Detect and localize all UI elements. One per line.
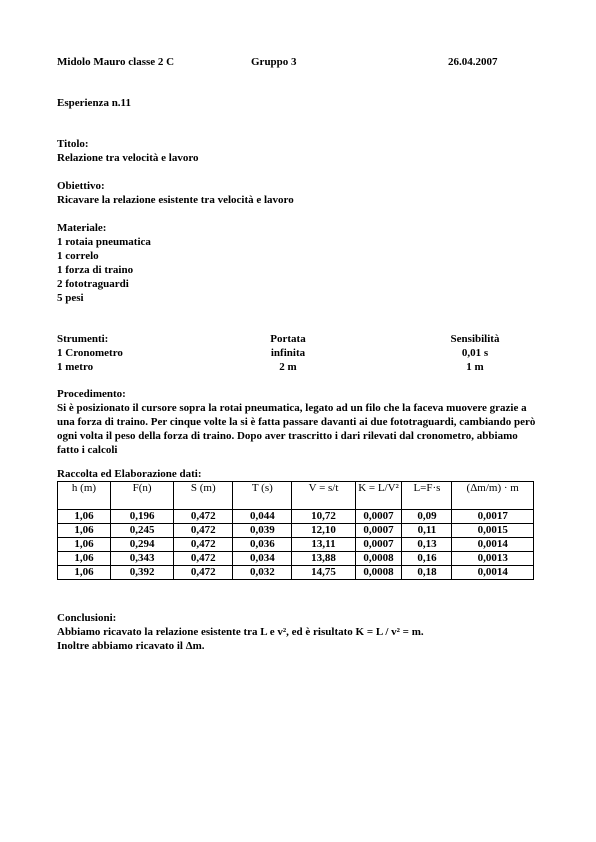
instrument-sensitivity: 0,01 s <box>461 347 489 359</box>
table-cell: 0,18 <box>402 566 452 580</box>
objective-text: Ricavare la relazione esistente tra velocità e lavoro <box>57 194 294 206</box>
table-cell: 0,0007 <box>355 510 402 524</box>
table-cell: 0,036 <box>233 538 292 552</box>
table-cell: 0,16 <box>402 552 452 566</box>
procedure-label: Procedimento: <box>57 388 126 400</box>
table-cell: 0,472 <box>174 566 233 580</box>
table-cell: 0,0007 <box>355 538 402 552</box>
table-cell: 0,0014 <box>452 538 534 552</box>
title-section <box>57 137 199 165</box>
column-header: (Δm/m) · m <box>452 482 534 510</box>
table-cell: 0,09 <box>402 510 452 524</box>
table-cell: 0,343 <box>111 552 174 566</box>
table-cell: 0,0008 <box>355 552 402 566</box>
range-header: Portata <box>270 333 306 345</box>
table-cell: 0,0008 <box>355 566 402 580</box>
table-cell: 0,392 <box>111 566 174 580</box>
table-row <box>58 510 534 524</box>
material-item: 1 rotaia pneumatica <box>57 236 151 248</box>
column-header: T (s) <box>233 482 292 510</box>
experiment-number: Esperienza n.11 <box>57 97 131 109</box>
table-row <box>58 524 534 538</box>
table-cell: 1,06 <box>58 524 111 538</box>
table-cell: 0,039 <box>233 524 292 538</box>
table-cell: 0,472 <box>174 538 233 552</box>
conclusions-section <box>57 611 424 653</box>
material-item: 2 fototraguardi <box>57 278 129 290</box>
instrument-sensitivity: 1 m <box>466 361 484 373</box>
table-cell: 0,11 <box>402 524 452 538</box>
conclusion-line: Inoltre abbiamo ricavato il Δm. <box>57 640 205 652</box>
conclusions-label: Conclusioni: <box>57 612 117 624</box>
table-row <box>58 538 534 552</box>
table-cell: 0,044 <box>233 510 292 524</box>
column-header: F(n) <box>111 482 174 510</box>
table-cell: 13,88 <box>292 552 355 566</box>
instrument-name: 1 Cronometro <box>57 347 123 359</box>
instrument-name: 1 metro <box>57 361 94 373</box>
table-cell: 1,06 <box>58 510 111 524</box>
author-line: Midolo Mauro classe 2 C <box>57 56 175 68</box>
group-label: Gruppo 3 <box>251 56 297 68</box>
column-header: h (m) <box>58 482 111 510</box>
column-header: K = L/V² <box>355 482 402 510</box>
objective-label: Obiettivo: <box>57 180 105 192</box>
table-cell: 0,0007 <box>355 524 402 538</box>
table-cell: 0,034 <box>233 552 292 566</box>
table-row <box>58 566 534 580</box>
table-cell: 0,0013 <box>452 552 534 566</box>
data-table <box>57 481 534 580</box>
instruments-header: Strumenti: <box>57 333 109 345</box>
material-item: 1 correlo <box>57 250 99 262</box>
table-cell: 0,196 <box>111 510 174 524</box>
table-cell: 1,06 <box>58 552 111 566</box>
instrument-range: infinita <box>270 347 306 359</box>
column-header: V = s/t <box>292 482 355 510</box>
conclusion-line: Abbiamo ricavato la relazione esistente tra L e v², ed è risultato K = L / v² = m. <box>57 626 424 638</box>
procedure-text: Si è posizionato il cursore sopra la rotai pneumatica, legato ad un filo che la faceva muovere grazie a una forza di traino. Per cinque volte la si è fatta passare davanti ai due fototraguardi, cambiando però ogni volta il peso della forza di traino. Dopo aver trascritto i dari rilevati dal cronometro, abbiamo fatto i calcoli <box>57 402 536 456</box>
objective-section <box>57 179 294 207</box>
table-cell: 1,06 <box>58 538 111 552</box>
table-row <box>58 552 534 566</box>
table-cell: 0,472 <box>174 552 233 566</box>
table-cell: 0,0017 <box>452 510 534 524</box>
table-cell: 0,472 <box>174 510 233 524</box>
material-item: 1 forza di traino <box>57 264 134 276</box>
table-cell: 0,0015 <box>452 524 534 538</box>
table-cell: 0,13 <box>402 538 452 552</box>
table-cell: 0,0014 <box>452 566 534 580</box>
instrument-range: 2 m <box>279 361 297 373</box>
table-cell: 12,10 <box>292 524 355 538</box>
table-cell: 13,11 <box>292 538 355 552</box>
table-cell: 10,72 <box>292 510 355 524</box>
materials-section <box>57 221 151 305</box>
material-item: 5 pesi <box>57 292 84 304</box>
table-cell: 0,245 <box>111 524 174 538</box>
column-header: L=F·s <box>402 482 452 510</box>
date-label: 26.04.2007 <box>448 56 498 68</box>
table-cell: 14,75 <box>292 566 355 580</box>
table-cell: 0,032 <box>233 566 292 580</box>
table-header-row <box>58 482 534 510</box>
data-section-label: Raccolta ed Elaborazione dati: <box>57 468 202 480</box>
title-text: Relazione tra velocità e lavoro <box>57 152 199 164</box>
materials-label: Materiale: <box>57 222 107 234</box>
table-cell: 0,472 <box>174 524 233 538</box>
table-cell: 1,06 <box>58 566 111 580</box>
table-cell: 0,294 <box>111 538 174 552</box>
column-header: S (m) <box>174 482 233 510</box>
sensitivity-header: Sensibilità <box>450 333 500 345</box>
title-label: Titolo: <box>57 138 89 150</box>
